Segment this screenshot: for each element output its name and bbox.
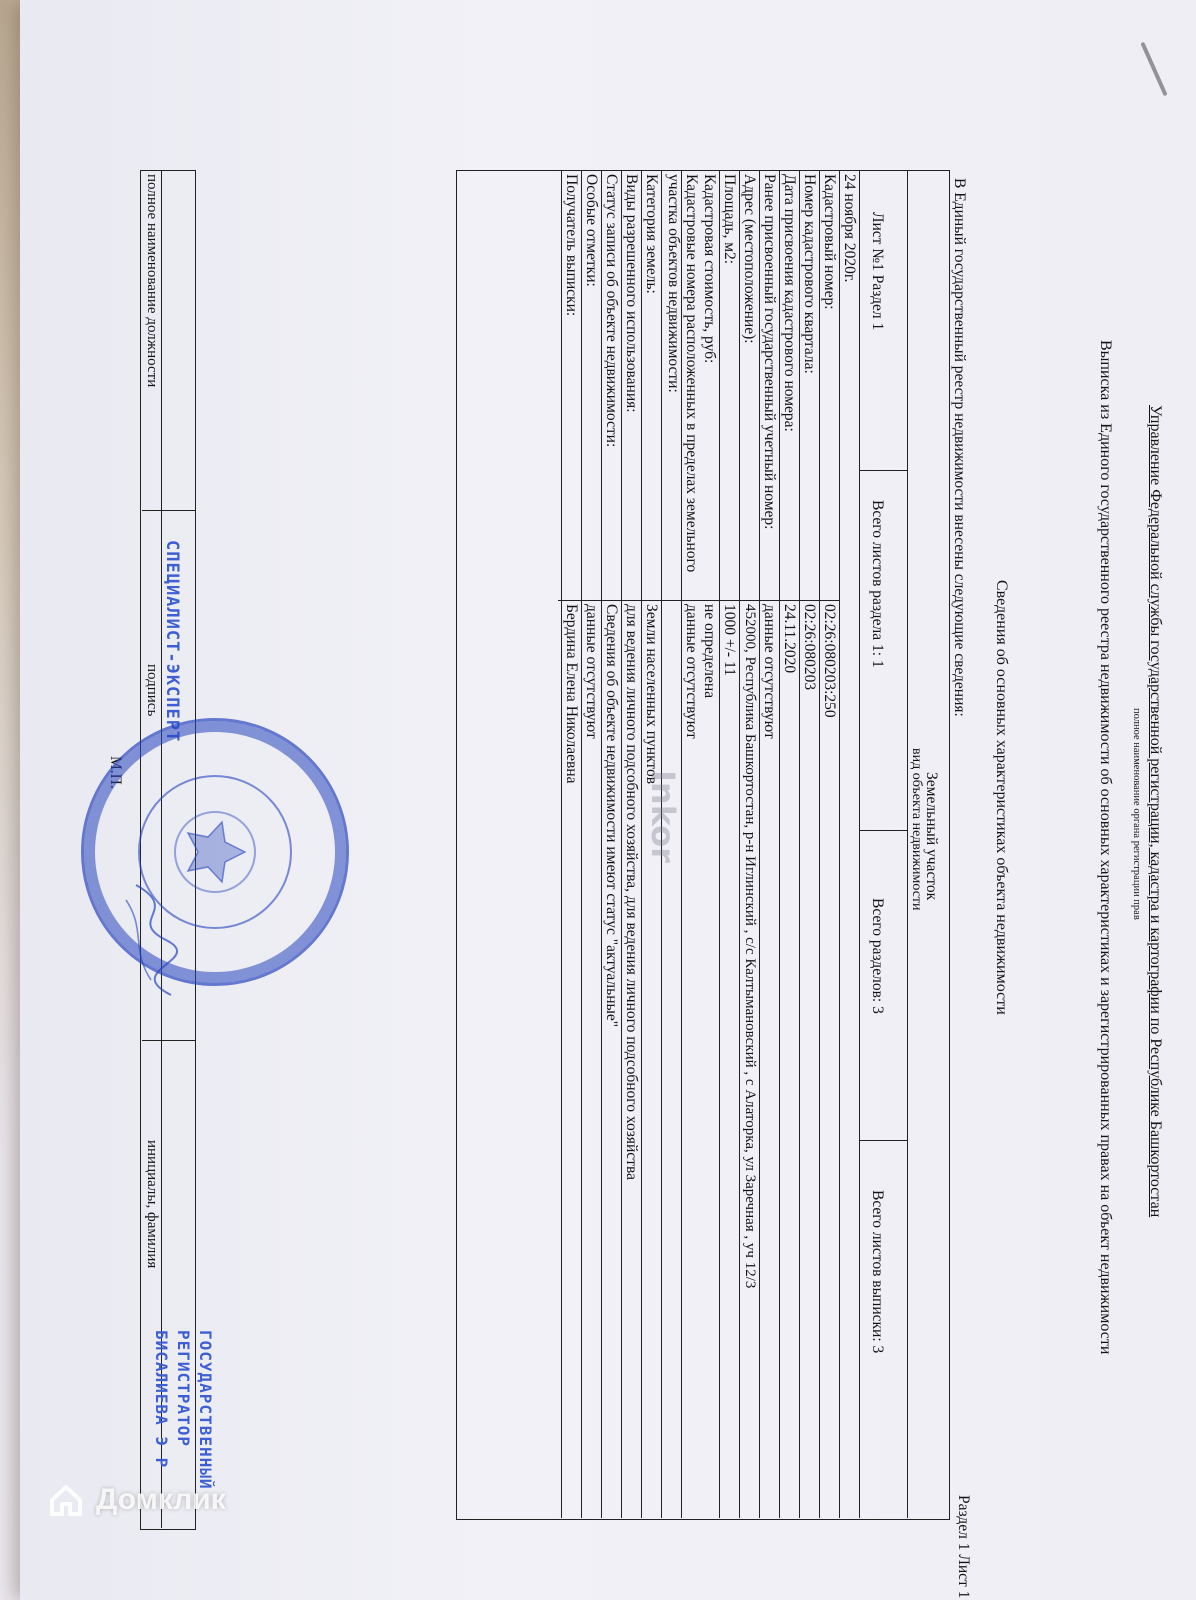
row-label: Площадь, м2: [721, 174, 738, 265]
area-value: 1000 +/- 11 [721, 604, 738, 676]
initials-caption: инициалы, фамилия [144, 1140, 160, 1269]
row-value: Сведения об объекте недвижимости имеют статус "актуальные" [603, 604, 620, 1028]
row-label: Особые отметки: [583, 174, 600, 287]
row-label: Категория земель: [643, 174, 660, 294]
row-label: Статус записи об объекте недвижимости: [603, 174, 620, 448]
row-value: 24.11.2020 [781, 604, 798, 674]
row-value: не определена [701, 604, 718, 699]
domclick-wordmark: Домклик [96, 1483, 226, 1516]
intro-text: В Единый государственный реестр недвижимости внесены следующие сведения: [951, 178, 968, 717]
row-label-continued: участка объектов недвижимости: [665, 174, 682, 393]
row-value: данные отсутствуют [583, 604, 600, 739]
row-label: Виды разрешенного использования: [623, 174, 640, 413]
row-label: Получатель выписки: [563, 174, 580, 317]
row-label: Дата присвоения кадастрового номера: [781, 174, 798, 432]
object-type-value: Земельный участок [923, 772, 940, 901]
extract-title: Выписка из Единого государственного реестра недвижимости об основных характеристиках и зарегистрированных правах на объект недвижимости [1097, 340, 1114, 1355]
sections-total: Всего разделов: 3 [869, 898, 886, 1014]
sheets-in-section: Всего листов раздела 1: 1 [869, 500, 886, 668]
row-label: Кадастровые номера расположенных в пределах земельного [683, 174, 700, 573]
registrar-stamp: ГОСУДАРСТВЕННЫЙ РЕГИСТРАТОР БИСАЛИЕВА Э Р [152, 1330, 215, 1490]
row-value: Бердина Елена Николаевна [563, 604, 580, 784]
watermark: Inkor [644, 770, 682, 863]
row-value: данные отсутствуют [683, 604, 700, 739]
row-label: Номер кадастрового квартала: [801, 174, 818, 374]
domclick-house-icon [46, 1480, 86, 1520]
signature-caption: подпись [144, 664, 160, 717]
specialist-stamp: СПЕЦИАЛИСТ-ЭКСПЕРТ [162, 540, 182, 743]
authority-title: Управление Федеральной службы государственной регистрации, кадастра и картографии по Республике Башкортостан [1147, 405, 1164, 1218]
sheet-number: Лист №1 Раздел 1 [869, 212, 886, 331]
object-type-caption: вид объекта недвижимости [909, 748, 924, 911]
extract-date: 24 ноября 2020г. [841, 174, 858, 283]
seal-caption: М.П. [107, 756, 124, 789]
address-value: 452000, Республика Башкортостан, р-н Иглинский , с/с Калтымановский , с Алаторка, ул Заречная , уч 12/3 [742, 604, 758, 1289]
row-value: Земли населенных пунктов [643, 604, 660, 785]
cadastral-label: Кадастровый номер: [821, 174, 838, 310]
page-ref: Раздел 1 Лист 1 [955, 1495, 972, 1599]
row-value: для ведения личного подсобного хозяйства, для ведения личного подсобного хозяйства [623, 604, 640, 1180]
row-label: Ранее присвоенный государственный учетный номер: [761, 174, 778, 530]
position-caption: полное наименование должности [144, 174, 160, 388]
row-value: данные отсутствуют [761, 604, 778, 739]
row-label: Адрес (местоположение): [741, 174, 758, 344]
round-seal-icon [81, 718, 349, 986]
cadastral-value: 02:26:080203:250 [821, 604, 838, 718]
authority-caption: полное наименование органа регистрации прав [1131, 708, 1142, 920]
domclick-logo [46, 1480, 226, 1520]
row-value: 02:26:080203 [801, 604, 818, 691]
emblem-icon [170, 807, 260, 897]
row-label: Кадастровая стоимость, руб: [701, 174, 718, 364]
section-title: Сведения об основных характеристиках объекта недвижимости [993, 580, 1010, 1015]
sheets-total: Всего листов выписки: 3 [869, 1190, 886, 1354]
